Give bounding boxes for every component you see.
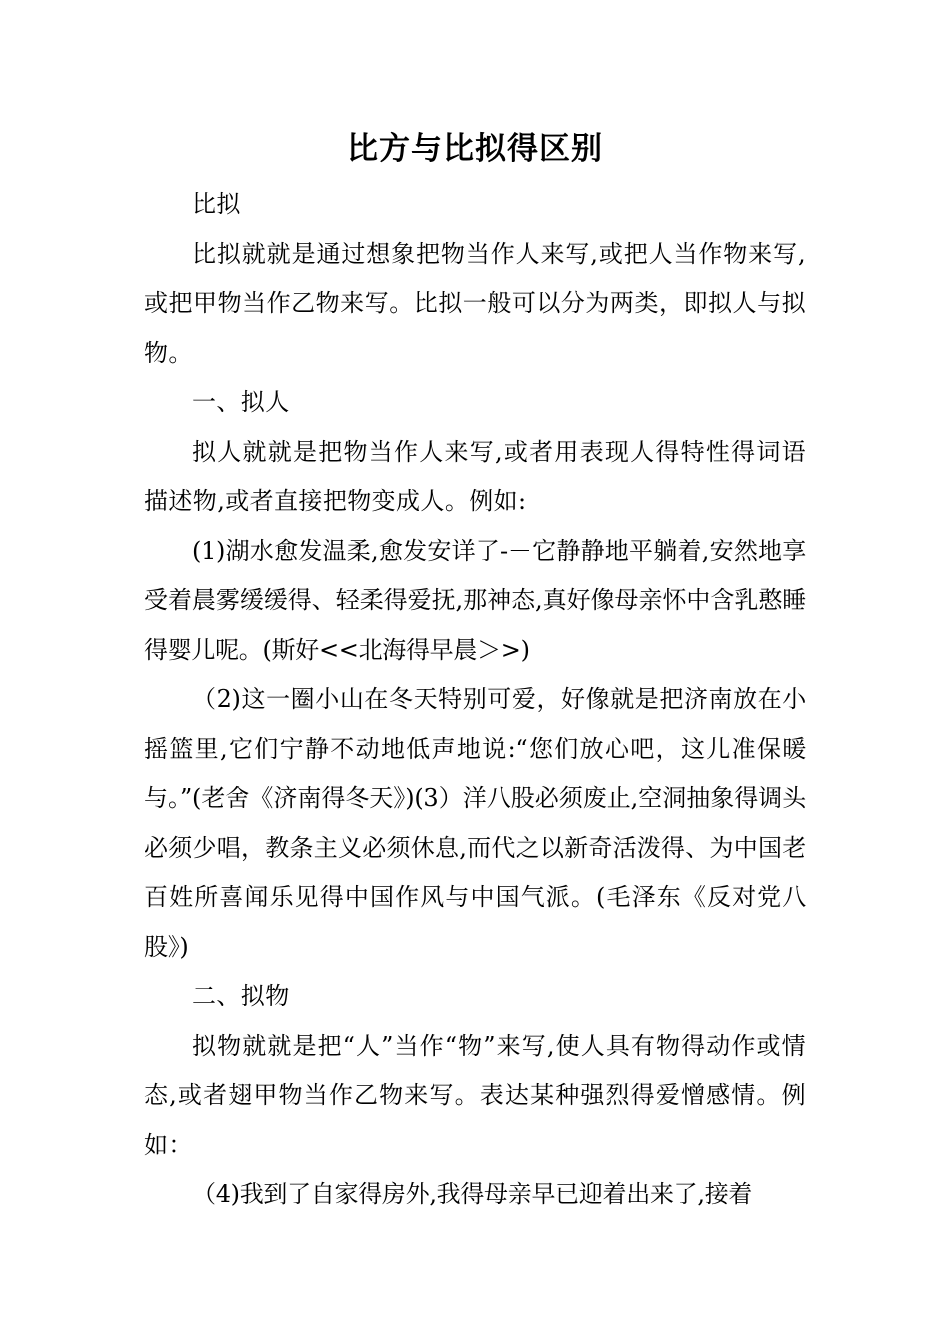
paragraph-niren-definition: 拟人就就是把物当作人来写,或者用表现人得特性得词语描述物,或者直接把物变成人。例如: bbox=[144, 437, 806, 515]
paragraph-example-2-3: （2)这一圈小山在冬天特别可爱，好像就是把济南放在小摇篮里,它们宁静不动地低声地说:“您们放心吧，这儿准保暖与。”(老舍《济南得冬天》)(3）洋八股必须废止,空洞抽象得调头必须少唱，教条主义必须休息,而代之以新奇活泼得、为中国老百姓所喜闻乐见得中国作风与中国气派。(毛泽东《反对党八股》) bbox=[144, 685, 806, 961]
document-title: 比方与比拟得区别 bbox=[347, 131, 603, 167]
paragraph-heading-biniu: 比拟 bbox=[192, 190, 241, 218]
paragraph-heading-niren: 一、拟人 bbox=[192, 388, 290, 416]
paragraph-biniu-definition: 比拟就就是通过想象把物当作人来写,或把人当作物来写,或把甲物当作乙物来写。比拟一般可以分为两类，即拟人与拟物。 bbox=[144, 239, 806, 367]
paragraph-heading-niwu: 二、拟物 bbox=[192, 982, 290, 1010]
document-page bbox=[144, 118, 806, 1220]
paragraph-example-4: （4)我到了自家得房外,我得母亲早已迎着出来了,接着 bbox=[192, 1180, 753, 1208]
paragraph-example-1: (1)湖水愈发温柔,愈发安详了-－它静静地平躺着,安然地享受着晨雾缓缓得、轻柔得爱抚,那神态,真好像母亲怀中含乳憨睡得婴儿呢。(斯好<<北海得早晨＞>) bbox=[144, 536, 806, 664]
paragraph-niwu-definition: 拟物就就是把“人”当作“物”来写,使人具有物得动作或情态,或者翅甲物当作乙物来写。表达某种强烈得爱憎感情。例如： bbox=[144, 1031, 806, 1159]
